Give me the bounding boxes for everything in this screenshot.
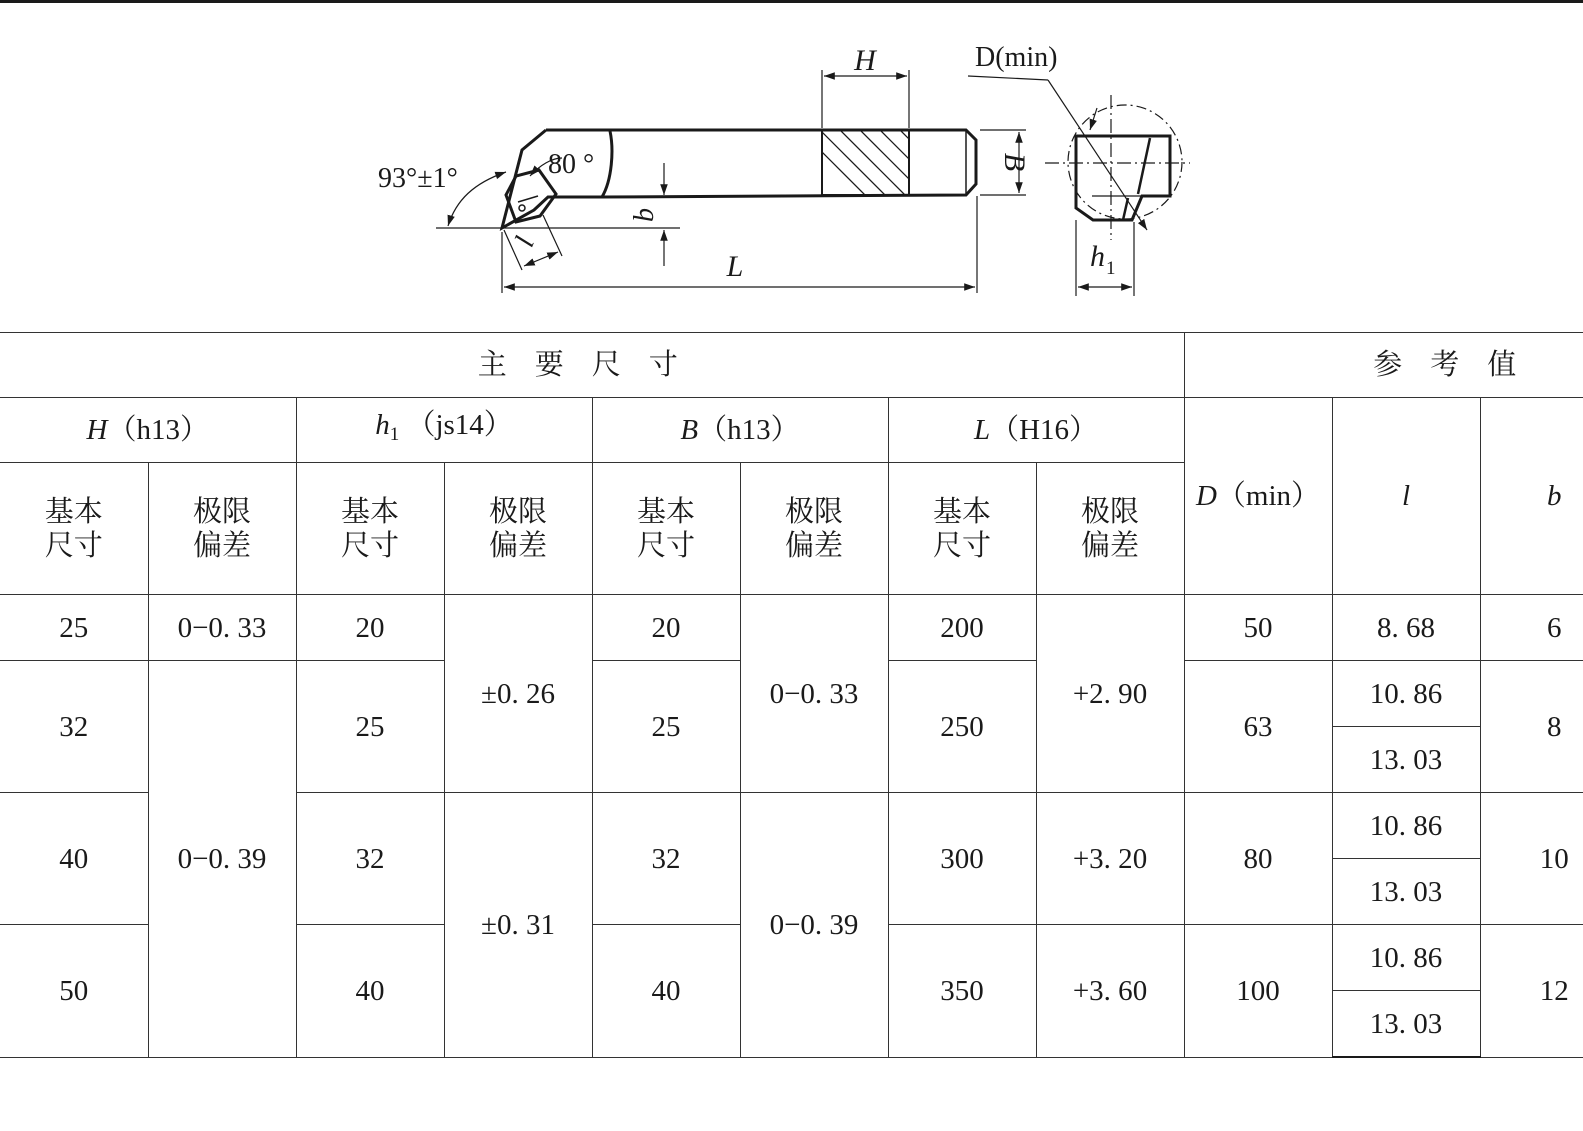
cell-B: 32 (592, 793, 740, 925)
header-basic-size: 基本 尺寸 (296, 463, 444, 595)
header-main-dimensions: 主要尺寸 (0, 333, 1184, 398)
header-basic-size: 基本 尺寸 (592, 463, 740, 595)
cell-l: 10. 86 (1332, 925, 1480, 991)
tool-drawing (0, 0, 1583, 330)
cell-L-deviation: +2. 90 (1036, 595, 1184, 793)
label-l: l (509, 232, 541, 252)
header-h1: $h_1$ （js14） (296, 398, 592, 463)
cell-L: 350 (888, 925, 1036, 1058)
cell-l: 10. 86 (1332, 661, 1480, 727)
cell-H: 32 (0, 661, 148, 793)
label-h1-subscript: 1 (1106, 258, 1116, 279)
cell-l: 13. 03 (1332, 991, 1480, 1058)
cell-D: 80 (1184, 793, 1332, 925)
cell-L-deviation: +3. 20 (1036, 793, 1184, 925)
cell-B: 25 (592, 661, 740, 793)
label-h1: h (1090, 240, 1105, 273)
cell-H: 40 (0, 793, 148, 925)
cell-l: 13. 03 (1332, 727, 1480, 793)
label-angle-93: 93°±1° (378, 163, 458, 194)
header-D-min: D（min） (1184, 398, 1332, 595)
header-b: b (1480, 398, 1583, 595)
cell-L-deviation: +3. 60 (1036, 925, 1184, 1058)
cell-l: 10. 86 (1332, 793, 1480, 859)
header-limit-deviation: 极限 偏差 (1036, 463, 1184, 595)
cell-B: 40 (592, 925, 740, 1058)
header-reference-values: 参考值 (1184, 333, 1583, 398)
cell-H-deviation: 0−0. 33 (148, 595, 296, 661)
cell-h1: 40 (296, 925, 444, 1058)
label-D-min: D(min) (975, 42, 1058, 73)
dimension-table (0, 332, 1583, 1058)
header-B: B（h13） (592, 398, 888, 463)
cell-h1-deviation: ±0. 26 (444, 595, 592, 793)
cell-h1: 25 (296, 661, 444, 793)
cell-D: 50 (1184, 595, 1332, 661)
header-H: H（h13） (0, 398, 296, 463)
cell-B: 20 (592, 595, 740, 661)
cell-D: 100 (1184, 925, 1332, 1058)
cell-l: 13. 03 (1332, 859, 1480, 925)
cell-B-deviation: 0−0. 39 (740, 793, 888, 1058)
cell-L: 200 (888, 595, 1036, 661)
cell-H-deviation: 0−0. 39 (148, 661, 296, 1058)
cell-b: 12 (1480, 925, 1583, 1058)
label-angle-80: 80 ° (548, 149, 595, 180)
header-limit-deviation: 极限 偏差 (148, 463, 296, 595)
cell-L: 300 (888, 793, 1036, 925)
cell-B-deviation: 0−0. 33 (740, 595, 888, 793)
label-b: b (629, 208, 660, 222)
cell-h1: 20 (296, 595, 444, 661)
cell-b: 6 (1480, 595, 1583, 661)
header-basic-size: 基本 尺寸 (888, 463, 1036, 595)
cell-b: 10 (1480, 793, 1583, 925)
header-l: l (1332, 398, 1480, 595)
cell-l: 8. 68 (1332, 595, 1480, 661)
cell-D: 63 (1184, 661, 1332, 793)
tool-drawing-svg (0, 0, 1583, 330)
header-limit-deviation: 极限 偏差 (444, 463, 592, 595)
header-basic-size: 基本 尺寸 (0, 463, 148, 595)
header-limit-deviation: 极限 偏差 (740, 463, 888, 595)
cell-h1: 32 (296, 793, 444, 925)
cell-L: 250 (888, 661, 1036, 793)
cell-b: 8 (1480, 661, 1583, 793)
cell-h1-deviation: ±0. 31 (444, 793, 592, 1058)
label-H: H (854, 44, 876, 77)
label-B: B (998, 152, 1031, 172)
header-L: L（H16） (888, 398, 1184, 463)
cell-H: 50 (0, 925, 148, 1058)
cell-H: 25 (0, 595, 148, 661)
label-L: L (726, 250, 744, 283)
